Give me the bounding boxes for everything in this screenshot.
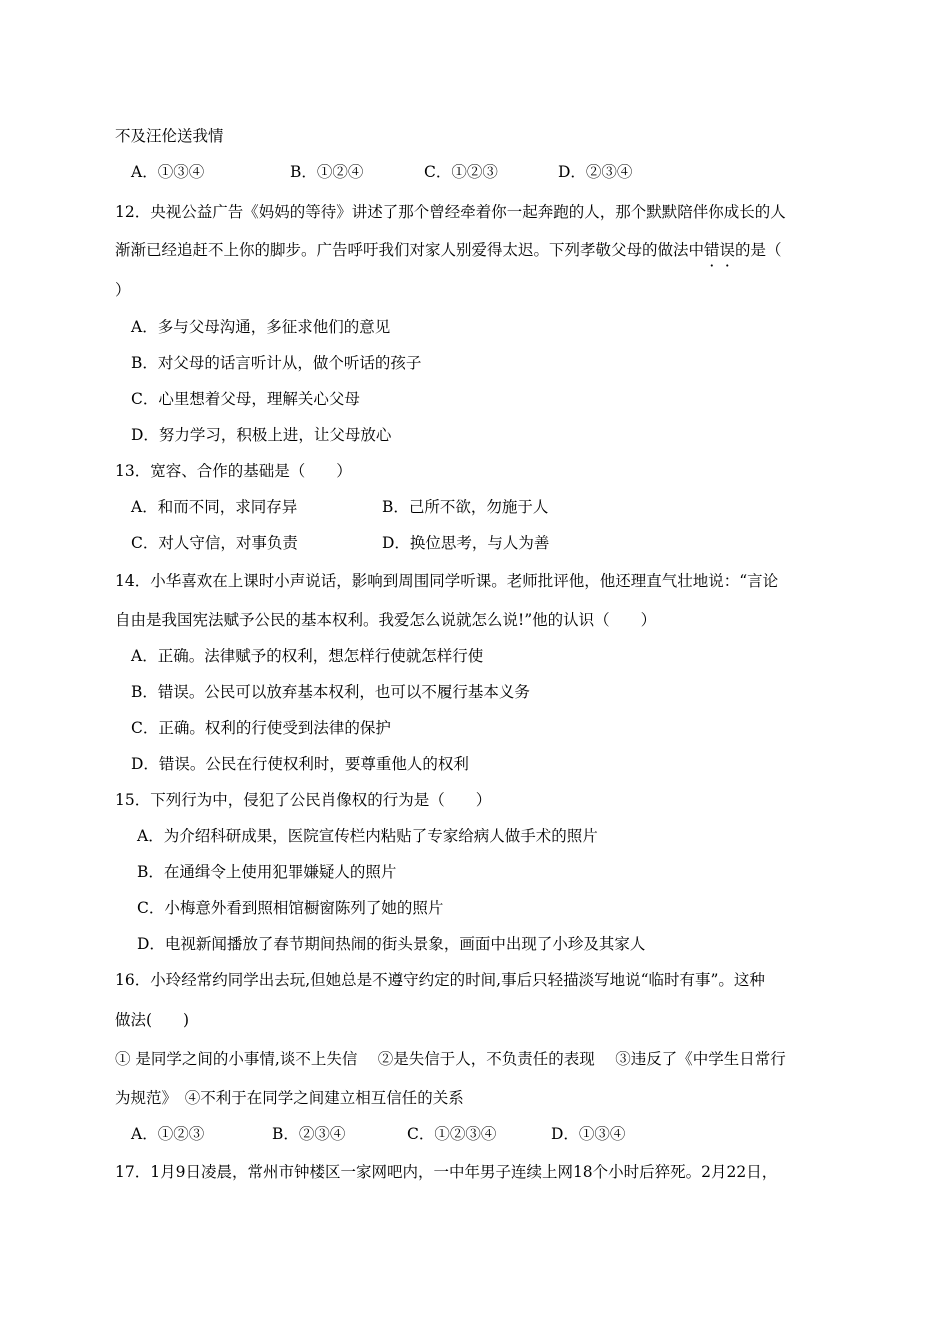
q11-option-d: D．②③④ [558,163,633,181]
q12-option-d: D．努力学习，积极上进，让父母放心 [131,426,392,444]
q12-stem-line1: 12．央视公益广告《妈妈的等待》讲述了那个曾经牵着你一起奔跑的人，那个默默陪伴你成长的人 [115,203,786,221]
q11-option-c: C．①②③ [424,163,498,181]
q13-option-c: C．对人守信，对事负责 [131,534,298,552]
q12-stem-line2 [115,240,782,260]
q15-option-c: C．小梅意外看到照相馆橱窗陈列了她的照片 [137,899,444,917]
emphasis-char-2: 误 [719,241,736,259]
q16-stem-line4: 为规范》 ④不利于在同学之间建立相互信任的关系 [115,1089,464,1107]
q15-option-a: A．为介绍科研成果，医院宣传栏内粘贴了专家给病人做手术的照片 [137,827,598,845]
q16-option-d: D．①③④ [551,1125,626,1143]
q13-option-d: D．换位思考，与人为善 [382,534,550,552]
q11-stem-continuation: 不及汪伦送我情 [115,127,224,145]
q15-stem: 15．下列行为中，侵犯了公民肖像权的行为是（ ） [115,791,492,809]
q15-option-d: D．电视新闻播放了春节期间热闹的街头景象，画面中出现了小珍及其家人 [137,935,646,953]
q16-stem-line3: ① 是同学之间的小事情,谈不上失信 ②是失信于人，不负责任的表现 ③违反了《中学生日常行 [115,1050,786,1068]
q14-option-b: B．错误。公民可以放弃基本权利，也可以不履行基本义务 [131,683,530,701]
q16-option-c: C．①②③④ [407,1125,497,1143]
q11-option-a: A．①③④ [131,163,205,181]
emphasis-char-1: 错 [704,241,720,259]
q12-stem-line2-end: 的是（ [735,241,782,259]
q14-stem-line1: 14．小华喜欢在上课时小声说话，影响到周围同学听课。老师批评他，他还理直气壮地说：“言论 [115,572,779,590]
q14-option-c: C．正确。权利的行使受到法律的保护 [131,719,391,737]
q16-option-b: B．②③④ [272,1125,346,1143]
q14-stem-line2: 自由是我国宪法赋予公民的基本权利。我爱怎么说就怎么说!”他的认识（ ） [115,611,657,629]
q12-option-a: A．多与父母沟通，多征求他们的意见 [131,318,391,336]
q16-stem-line2: 做法( ) [115,1011,190,1029]
q13-option-a: A．和而不同，求同存异 [131,498,298,516]
q13-option-b: B．己所不欲，勿施于人 [382,498,549,516]
q14-option-d: D．错误。公民在行使权利时，要尊重他人的权利 [131,755,469,773]
q12-stem-line2-text: 渐渐已经追赶不上你的脚步。广告呼吁我们对家人别爱得太迟。下列孝敬父母的做法中 [115,241,705,259]
q12-option-c: C．心里想着父母，理解关心父母 [131,390,360,408]
q17-stem-line1: 17．1月9日凌晨，常州市钟楼区一家网吧内，一中年男子连续上网18个小时后猝死。2月22日， [115,1163,778,1181]
q13-stem: 13．宽容、合作的基础是（ ） [115,462,352,480]
q11-option-b: B．①②④ [290,163,364,181]
q14-option-a: A．正确。法律赋予的权利，想怎样行使就怎样行使 [131,647,484,665]
q12-stem-line3: ） [115,281,131,299]
q16-stem-line1: 16．小玲经常约同学出去玩,但她总是不遵守约定的时间,事后只轻描淡写地说“临时有事”。这种 [115,971,765,989]
q16-option-a: A．①②③ [131,1125,205,1143]
q12-option-b: B．对父母的话言听计从，做个听话的孩子 [131,354,422,372]
q15-option-b: B．在通缉令上使用犯罪嫌疑人的照片 [137,863,397,881]
